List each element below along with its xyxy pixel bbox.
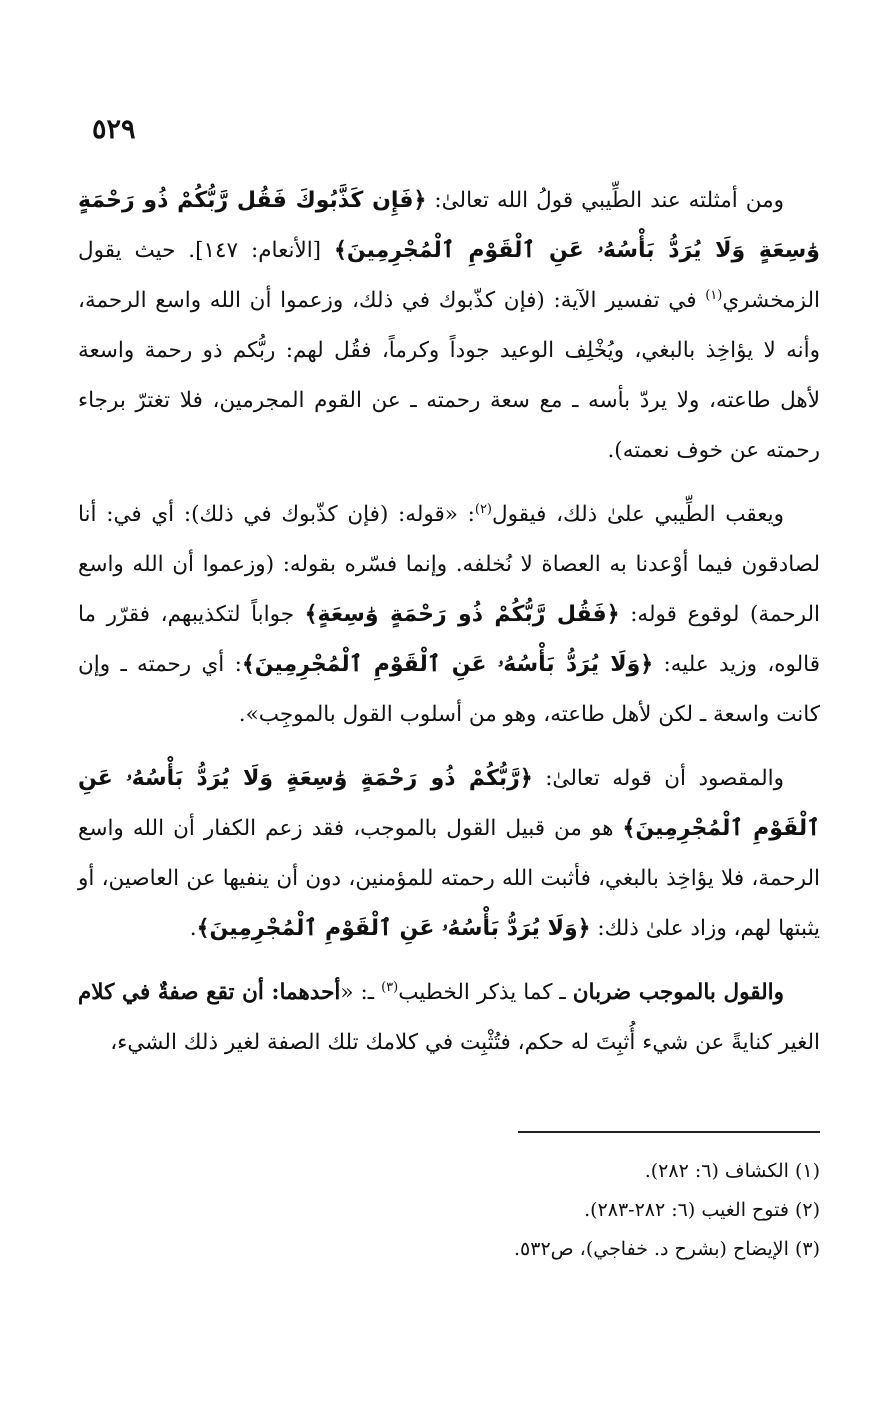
text-segment: ـ: « <box>340 980 382 1005</box>
footnote-2: (٢) فتوح الغيب (٦: ٢٨٢-٢٨٣). <box>584 1199 820 1221</box>
quran-verse: ﴿فَقُل رَّبُّكُمْ ذُو رَحْمَةٍ وَٰسِعَةٍ﴾ <box>304 602 620 627</box>
text-segment: في تفسير الآية: (فإن كذّبوك في ذلك، وزعموا أن الله واسع الرحمة، وأنه لا يؤاخِذ بالبغي، ويُخْلِف الوعيد جوداً وكرماً، فقُل لهم: ربُّكم ذو رحمة واسعة لأهل طاعته، ولا يردّ بأسه ـ مع سعة رحمته ـ عن القوم المجرمين، فلا تغترّ برجاء رحمته عن خوف نعمته). <box>78 288 820 463</box>
paragraph-3 <box>78 752 820 954</box>
footnote-ref-1: (١) <box>705 287 723 303</box>
footnote-ref-3: (٣) <box>381 979 399 995</box>
page-number: ٥٢٩ <box>92 114 136 145</box>
text-segment: ويعقب الطِّيبي علىٰ ذلك، فيقول <box>492 502 784 527</box>
text-segment: والمقصود أن قوله تعالىٰ: <box>532 766 784 791</box>
bold-quote: أحدهما: أن تقع صفةٌ في كلام <box>78 980 341 1005</box>
quran-verse: ﴿وَلَا يُرَدُّ بَأْسُهُۥ عَنِ ٱلْقَوْمِ ٱلْمُجْرِمِينَ﴾ <box>196 916 591 941</box>
text-segment: : أي رحمته ـ وإن كانت واسعة ـ لكن لأهل طاعته، وهو من أسلوب القول بالموجِب». <box>78 652 820 727</box>
footnote-3: (٣) الإيضاح (بشرح د. خفاجي)، ص٥٣٢. <box>514 1238 820 1260</box>
text-segment: جواباً لتكذيبهم، فقرّر ما قالوه، وزيد عليه: <box>78 602 821 677</box>
main-text <box>78 176 820 1080</box>
quran-verse: ﴿فَإِن كَذَّبُوكَ فَقُل رَّبُّكُمْ ذُو رَحْمَةٍ وَٰسِعَةٍ وَلَا يُرَدُّ بَأْسُهُۥ عَنِ ٱلْقَوْمِ ٱلْمُجْرِمِينَ﴾ <box>78 188 820 263</box>
footnote-1: (١) الكشاف (٦: ٢٨٢). <box>644 1160 820 1182</box>
text-segment: ـ كما يذكر الخطيب <box>398 980 573 1005</box>
bold-heading: والقول بالموجب ضربان <box>572 980 785 1005</box>
quran-verse: ﴿وَلَا يُرَدُّ بَأْسُهُۥ عَنِ ٱلْقَوْمِ ٱلْمُجْرِمِينَ﴾ <box>241 652 654 677</box>
text-segment: الغير كنايةً عن شيء أُثبِتَ له حكم، فتُثْبِت في كلامك تلك الصفة لغير ذلك الشيء، <box>110 1030 820 1055</box>
quran-verse: ﴿رَّبُّكُمْ ذُو رَحْمَةٍ وَٰسِعَةٍ وَلَا يُرَدُّ بَأْسُهُۥ عَنِ ٱلْقَوْمِ ٱلْمُجْرِمِينَ﴾ <box>78 766 820 841</box>
text-segment: هو من قبيل القول بالموجب، فقد زعم الكفار أن الله واسع الرحمة، فلا يؤاخِذ بالبغي، فأثبت الله رحمته للمؤمنين، دون أن ينفيها عن العاصين، أو يثبتها لهم، وزاد علىٰ ذلك: <box>78 816 820 941</box>
footnotes <box>300 1152 820 1269</box>
footnote-ref-2: (٢) <box>474 501 492 517</box>
text-segment: [الأنعام: ١٤٧]. حيث يقول الزمخشري <box>78 238 820 313</box>
footnote-separator <box>518 1131 820 1133</box>
text-segment: : «قوله: (فإن كذّبوك في ذلك): أي في: أنا لصادقون فيما أوْعدنا به العصاة لا نُخلفه. وإنما فسّره بقوله: (وزعموا أن الله واسع الرحمة) لوقوع قوله: <box>78 502 820 627</box>
paragraph-1 <box>78 176 820 476</box>
paragraph-2 <box>78 488 820 740</box>
paragraph-4 <box>78 966 820 1068</box>
text-segment: ومن أمثلته عند الطِّيبي قولُ الله تعالىٰ: <box>426 188 784 213</box>
text-segment: . <box>189 916 197 941</box>
